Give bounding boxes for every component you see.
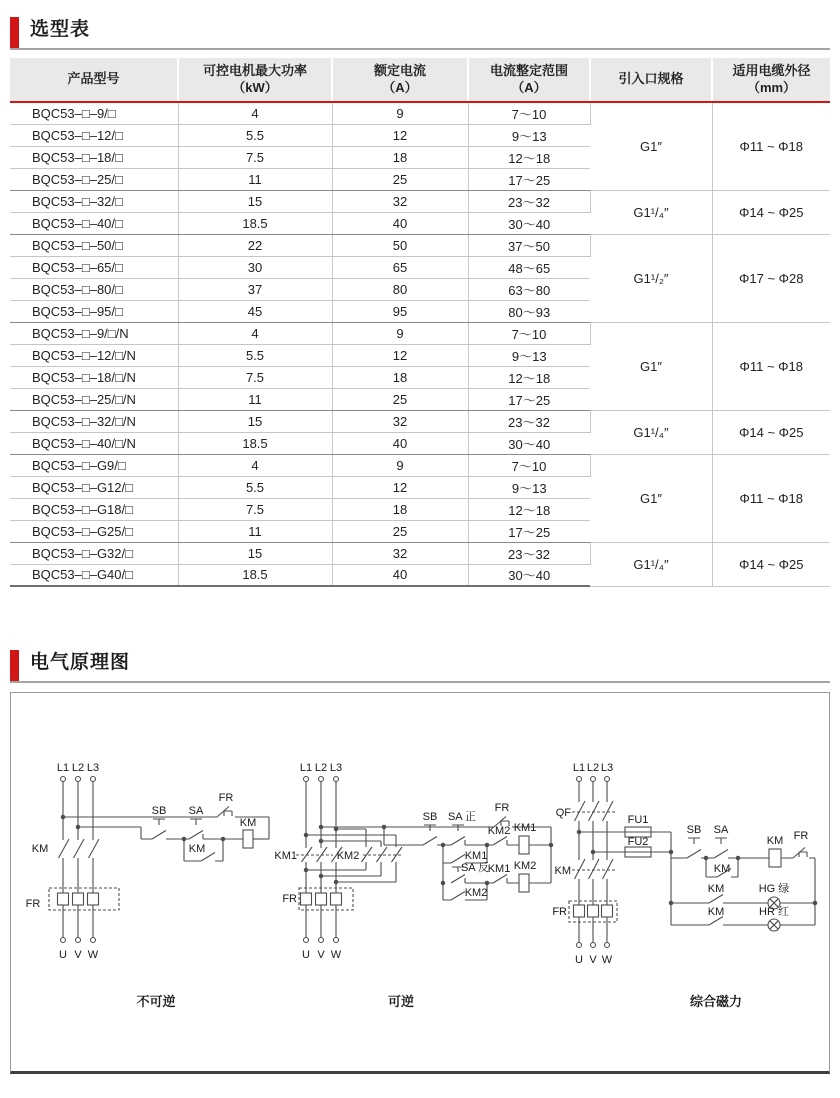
table-row <box>10 102 830 124</box>
section-title-selection: 选型表 <box>30 19 91 40</box>
power-cell: 7.5 <box>178 498 332 520</box>
table-body <box>10 102 830 586</box>
label-L3: L3 <box>600 762 614 774</box>
table-header-cell: 适用电缆外径 （mm） <box>712 58 830 102</box>
label-W: W <box>330 949 342 961</box>
label-km-aux: KM <box>713 863 731 875</box>
power-cell: 15 <box>178 190 332 212</box>
current-cell: 65 <box>332 256 468 278</box>
label-hr-red-lamp: HR 红 <box>759 906 789 918</box>
range-cell: 23～32 <box>468 190 590 212</box>
circuit-combined-magnetic-diagram <box>552 755 832 987</box>
current-cell: 40 <box>332 564 468 586</box>
section-header-schematic <box>10 649 830 683</box>
table-header-cell: 产品型号 <box>10 58 178 102</box>
power-cell: 15 <box>178 542 332 564</box>
range-cell: 9～13 <box>468 344 590 366</box>
label-km-main: KM <box>31 843 49 855</box>
range-cell: 7～10 <box>468 322 590 344</box>
power-cell: 11 <box>178 388 332 410</box>
table-header-cell: 可控电机最大功率 （kW） <box>178 58 332 102</box>
current-cell: 50 <box>332 234 468 256</box>
inlet-cell: G1″ <box>590 454 712 542</box>
model-cell: BQC53–□–9/□ <box>10 102 178 124</box>
section-header-selection <box>10 16 830 50</box>
table-head <box>10 58 830 102</box>
label-fr-contact: FR <box>793 830 809 842</box>
label-fr-contact: FR <box>218 792 234 804</box>
range-cell: 30～40 <box>468 564 590 586</box>
inlet-cell: G1¹/₄″ <box>590 190 712 234</box>
current-cell: 40 <box>332 212 468 234</box>
current-cell: 95 <box>332 300 468 322</box>
cable-cell: Φ14 ~ Φ25 <box>712 190 830 234</box>
label-km1-main: KM1 <box>274 850 297 862</box>
range-cell: 30～40 <box>468 212 590 234</box>
label-sa: SA <box>188 805 204 817</box>
label-qf: QF <box>555 807 571 819</box>
label-km-lamp2: KM <box>707 906 725 918</box>
model-cell: BQC53–□–18/□ <box>10 146 178 168</box>
current-cell: 12 <box>332 124 468 146</box>
table-row <box>10 234 830 256</box>
circuit-caption-nonreversible: 不可逆 <box>136 994 176 1009</box>
label-U: U <box>575 954 583 966</box>
power-cell: 4 <box>178 322 332 344</box>
table-row <box>10 322 830 344</box>
power-cell: 7.5 <box>178 146 332 168</box>
label-km-coil: KM <box>239 817 257 829</box>
current-cell: 18 <box>332 366 468 388</box>
range-cell: 9～13 <box>468 124 590 146</box>
table-row <box>10 454 830 476</box>
model-cell: BQC53–□–95/□ <box>10 300 178 322</box>
label-km2-coil: KM2 <box>513 860 537 872</box>
model-cell: BQC53–□–18/□/N <box>10 366 178 388</box>
power-cell: 4 <box>178 454 332 476</box>
range-cell: 12～18 <box>468 146 590 168</box>
label-L3: L3 <box>329 762 343 774</box>
current-cell: 9 <box>332 102 468 124</box>
circuit-nonreversible-diagram <box>21 755 291 987</box>
power-cell: 7.5 <box>178 366 332 388</box>
catalog-page <box>0 16 840 1074</box>
power-cell: 11 <box>178 168 332 190</box>
range-cell: 7～10 <box>468 454 590 476</box>
label-L2: L2 <box>314 762 328 774</box>
model-cell: BQC53–□–50/□ <box>10 234 178 256</box>
range-cell: 30～40 <box>468 432 590 454</box>
current-cell: 12 <box>332 476 468 498</box>
label-fr-contact: FR <box>494 802 510 814</box>
table-header-cell: 电流整定范围 （A） <box>468 58 590 102</box>
red-accent-bar <box>10 650 19 681</box>
model-cell: BQC53–□–G25/□ <box>10 520 178 542</box>
inlet-cell: G1¹/₄″ <box>590 542 712 586</box>
current-cell: 25 <box>332 168 468 190</box>
cable-cell: Φ14 ~ Φ25 <box>712 410 830 454</box>
label-km-coil: KM <box>766 835 784 847</box>
label-fr-heater: FR <box>552 906 567 918</box>
label-V: V <box>317 949 325 961</box>
label-sb: SB <box>686 824 702 836</box>
model-cell: BQC53–□–G40/□ <box>10 564 178 586</box>
label-L1: L1 <box>572 762 586 774</box>
power-cell: 18.5 <box>178 432 332 454</box>
model-cell: BQC53–□–25/□ <box>10 168 178 190</box>
range-cell: 37～50 <box>468 234 590 256</box>
label-km1-interlock: KM1 <box>487 863 511 875</box>
range-cell: 17～25 <box>468 520 590 542</box>
model-cell: BQC53–□–40/□/N <box>10 432 178 454</box>
power-cell: 4 <box>178 102 332 124</box>
model-cell: BQC53–□–G12/□ <box>10 476 178 498</box>
model-cell: BQC53–□–32/□ <box>10 190 178 212</box>
circuit-caption-combined: 综合磁力 <box>689 994 742 1009</box>
current-cell: 12 <box>332 344 468 366</box>
model-cell: BQC53–□–32/□/N <box>10 410 178 432</box>
current-cell: 80 <box>332 278 468 300</box>
model-cell: BQC53–□–G32/□ <box>10 542 178 564</box>
model-cell: BQC53–□–80/□ <box>10 278 178 300</box>
power-cell: 15 <box>178 410 332 432</box>
power-cell: 5.5 <box>178 124 332 146</box>
table-header-cell: 额定电流 （A） <box>332 58 468 102</box>
inlet-cell: G1¹/₄″ <box>590 410 712 454</box>
label-L2: L2 <box>71 762 85 774</box>
model-cell: BQC53–□–G9/□ <box>10 454 178 476</box>
label-hg-green-lamp: HG 绿 <box>758 883 790 895</box>
label-L2: L2 <box>586 762 600 774</box>
label-V: V <box>589 954 597 966</box>
model-cell: BQC53–□–40/□ <box>10 212 178 234</box>
section-title-schematic: 电气原理图 <box>30 652 131 673</box>
selection-table <box>10 58 830 587</box>
label-fr-heater: FR <box>25 898 41 910</box>
label-km2-main: KM2 <box>336 850 360 862</box>
label-km-lamp1: KM <box>707 883 725 895</box>
model-cell: BQC53–□–12/□ <box>10 124 178 146</box>
label-km2-aux: KM2 <box>464 887 488 899</box>
range-cell: 17～25 <box>468 388 590 410</box>
current-cell: 9 <box>332 322 468 344</box>
current-cell: 18 <box>332 498 468 520</box>
inlet-cell: G1″ <box>590 322 712 410</box>
power-cell: 18.5 <box>178 212 332 234</box>
label-fu2: FU2 <box>627 836 649 848</box>
cable-cell: Φ17 ~ Φ28 <box>712 234 830 322</box>
cable-cell: Φ14 ~ Φ25 <box>712 542 830 586</box>
range-cell: 12～18 <box>468 366 590 388</box>
table-header-cell: 引入口规格 <box>590 58 712 102</box>
model-cell: BQC53–□–12/□/N <box>10 344 178 366</box>
label-U: U <box>59 949 67 961</box>
schematic-panel <box>10 692 830 1074</box>
cable-cell: Φ11 ~ Φ18 <box>712 102 830 190</box>
label-L1: L1 <box>299 762 313 774</box>
red-accent-bar <box>10 17 19 48</box>
model-cell: BQC53–□–25/□/N <box>10 388 178 410</box>
range-cell: 63～80 <box>468 278 590 300</box>
cable-cell: Φ11 ~ Φ18 <box>712 322 830 410</box>
model-cell: BQC53–□–G18/□ <box>10 498 178 520</box>
power-cell: 45 <box>178 300 332 322</box>
label-km2-interlock: KM2 <box>487 825 511 837</box>
label-V: V <box>74 949 82 961</box>
label-km1-coil: KM1 <box>513 822 537 834</box>
label-L1: L1 <box>56 762 70 774</box>
label-W: W <box>601 954 613 966</box>
label-L3: L3 <box>86 762 100 774</box>
power-cell: 37 <box>178 278 332 300</box>
range-cell: 23～32 <box>468 410 590 432</box>
current-cell: 32 <box>332 410 468 432</box>
current-cell: 40 <box>332 432 468 454</box>
power-cell: 5.5 <box>178 476 332 498</box>
label-W: W <box>87 949 99 961</box>
current-cell: 32 <box>332 190 468 212</box>
label-sb: SB <box>422 811 438 823</box>
power-cell: 11 <box>178 520 332 542</box>
label-km-aux: KM <box>188 843 206 855</box>
power-cell: 18.5 <box>178 564 332 586</box>
label-km-main: KM <box>554 865 571 877</box>
power-cell: 5.5 <box>178 344 332 366</box>
current-cell: 25 <box>332 520 468 542</box>
model-cell: BQC53–□–65/□ <box>10 256 178 278</box>
current-cell: 18 <box>332 146 468 168</box>
current-cell: 32 <box>332 542 468 564</box>
table-row <box>10 190 830 212</box>
range-cell: 12～18 <box>468 498 590 520</box>
power-cell: 30 <box>178 256 332 278</box>
range-cell: 48～65 <box>468 256 590 278</box>
label-sb: SB <box>151 805 167 817</box>
model-cell: BQC53–□–9/□/N <box>10 322 178 344</box>
inlet-cell: G1″ <box>590 102 712 190</box>
power-cell: 22 <box>178 234 332 256</box>
current-cell: 25 <box>332 388 468 410</box>
label-fr-heater: FR <box>282 893 297 905</box>
circuit-caption-reversible: 可逆 <box>387 994 414 1009</box>
range-cell: 17～25 <box>468 168 590 190</box>
inlet-cell: G1¹/₂″ <box>590 234 712 322</box>
label-U: U <box>302 949 310 961</box>
label-km1-aux: KM1 <box>464 850 488 862</box>
label-sa-reverse: SA 反 <box>460 862 490 874</box>
range-cell: 23～32 <box>468 542 590 564</box>
label-sa-forward: SA 正 <box>447 811 477 823</box>
range-cell: 7～10 <box>468 102 590 124</box>
cable-cell: Φ11 ~ Φ18 <box>712 454 830 542</box>
table-row <box>10 410 830 432</box>
range-cell: 9～13 <box>468 476 590 498</box>
circuit-reversible-diagram <box>274 755 569 987</box>
current-cell: 9 <box>332 454 468 476</box>
range-cell: 80～93 <box>468 300 590 322</box>
label-sa: SA <box>713 824 729 836</box>
label-fu1: FU1 <box>627 814 649 826</box>
table-row <box>10 542 830 564</box>
